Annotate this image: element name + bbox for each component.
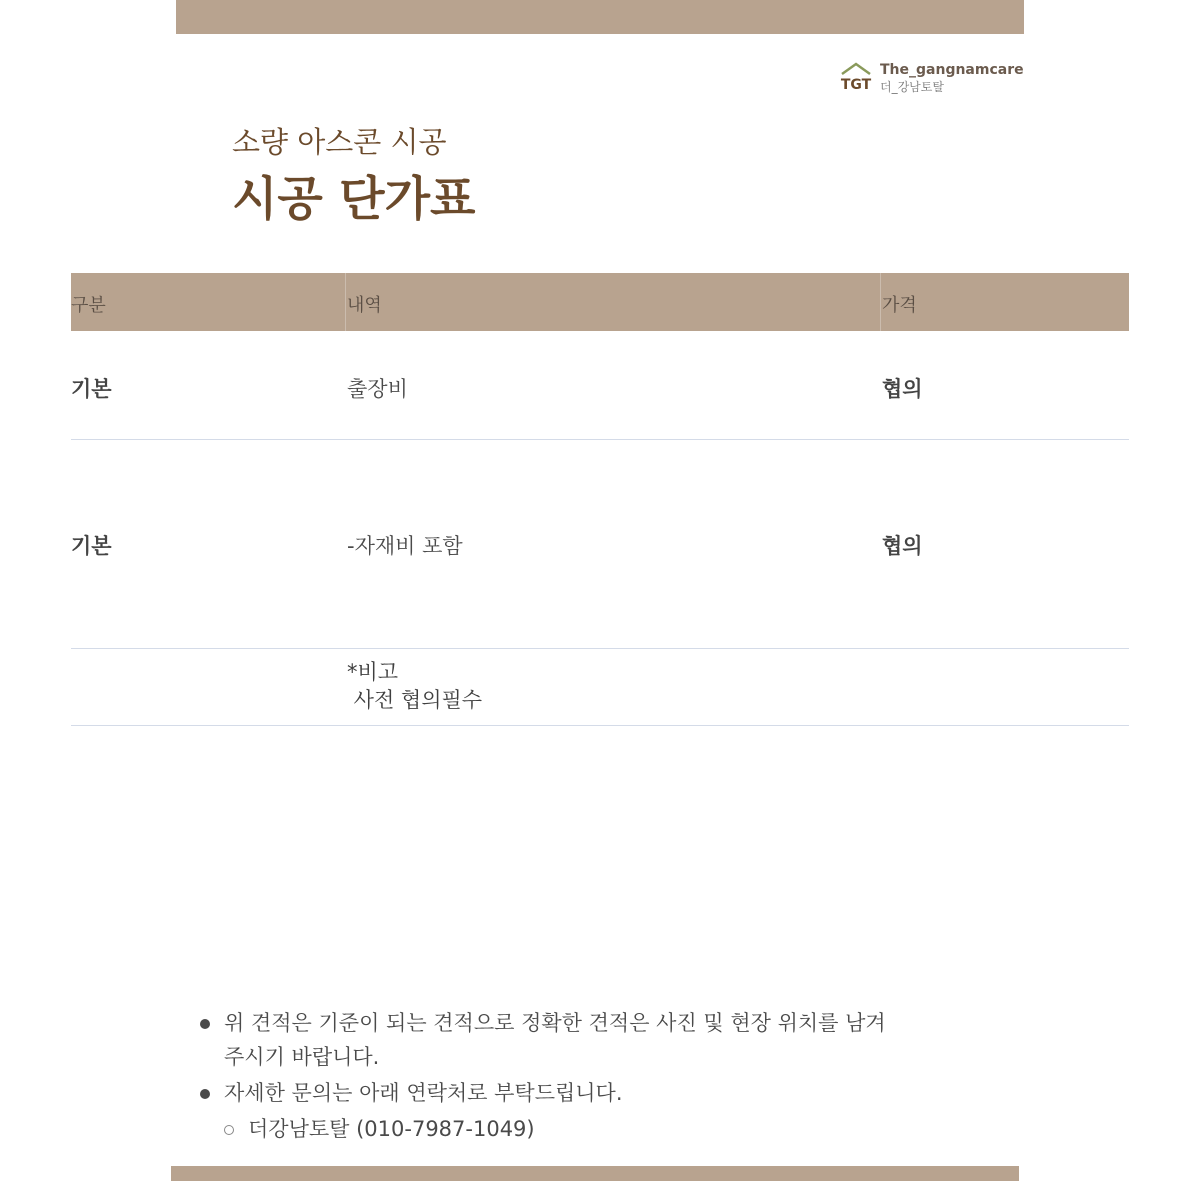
contact-text: 더강남토탈 (010-7987-1049) [248, 1117, 535, 1141]
brand-subname: 더_강남토탈 [880, 80, 944, 94]
column-header-price: 가격 [882, 295, 917, 316]
note-text: 자세한 문의는 아래 연락처로 부탁드립니다. [224, 1081, 623, 1105]
price-table [71, 273, 1129, 726]
table-row [71, 331, 1129, 440]
list-item [196, 1006, 886, 1074]
house-logo-icon [838, 60, 874, 96]
bullet-icon [200, 1089, 210, 1099]
note-text: 위 견적은 기준이 되는 견적으로 정확한 견적은 사진 및 현장 위치를 남겨 주시기 바랍니다. [224, 1011, 886, 1069]
svg-text:TGT: TGT [840, 77, 872, 93]
column-divider [345, 273, 346, 331]
page-subtitle: 소량 아스콘 시공 [232, 125, 447, 159]
table-note: *비고 사전 협의필수 [347, 660, 483, 712]
hollow-bullet-icon [224, 1125, 234, 1135]
row-detail: 출장비 [347, 377, 408, 401]
brand-name: The_gangnamcare [880, 62, 1024, 78]
column-divider [880, 273, 881, 331]
notes-list [196, 1006, 886, 1146]
row-price: 협의 [882, 377, 923, 401]
list-item [196, 1076, 886, 1110]
table-row [71, 440, 1129, 649]
top-accent-band [176, 0, 1024, 34]
bottom-accent-band [171, 1166, 1019, 1181]
column-header-detail: 내역 [347, 295, 382, 316]
contact-item [196, 1112, 886, 1146]
bullet-icon [200, 1019, 210, 1029]
table-note-row [71, 649, 1129, 726]
row-detail: -자재비 포함 [347, 534, 463, 558]
brand-logo-block [838, 60, 1024, 96]
row-category: 기본 [71, 534, 112, 558]
row-category: 기본 [71, 377, 112, 401]
row-price: 협의 [882, 534, 923, 558]
page-title: 시공 단가표 [232, 172, 476, 227]
table-header [71, 273, 1129, 331]
column-header-category: 구분 [71, 295, 106, 316]
